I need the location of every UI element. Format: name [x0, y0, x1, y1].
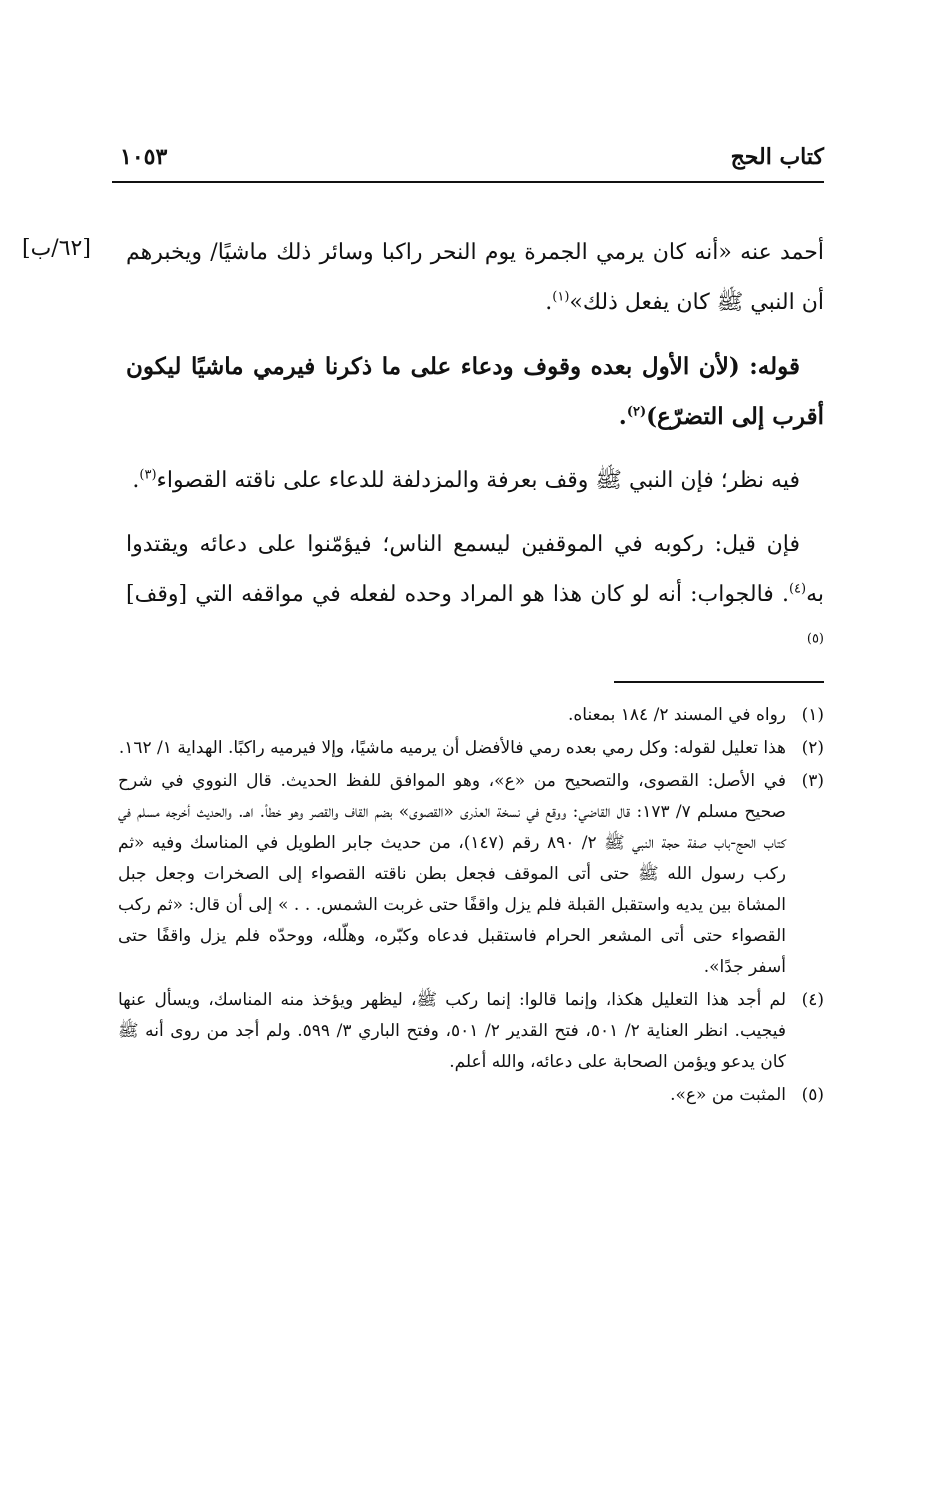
page-number: ١٠٥٣ — [120, 144, 168, 170]
footnote-4 — [118, 985, 824, 1078]
paragraph-3 — [126, 456, 824, 506]
footnote-number: (٥) — [801, 1085, 824, 1105]
paragraph-3-tail: . — [132, 468, 140, 493]
footnote-1 — [118, 700, 824, 731]
footnote-number: (٢) — [801, 738, 824, 758]
footnote-number: (١) — [801, 705, 824, 725]
paragraph-4 — [126, 520, 824, 670]
footnote-text: لم أجد هذا التعليل هكذا، وإنما قالوا: إنما ركب ﷺ، ليظهر ويؤخذ منه المناسك، ويسأل عنها فيجيب. انظر العناية ٢/ ٥٠١، فتح القدير ٢/ ٥٠١، وفتح الباري ٣/ ٥٩٩. ولم أجد من روى أنه ﷺ كان يدعو ويؤمن الصحابة على دعائه، والله أعلم. — [118, 990, 787, 1072]
paragraph-2 — [126, 342, 824, 442]
paragraph-1-text: أحمد عنه «أنه كان يرمي الجمرة يوم النحر راكبا وسائر ذلك ماشيًا/ ويخبرهم أن النبي ﷺ كان يفعل ذلك» — [126, 240, 824, 315]
header-rule — [112, 181, 824, 183]
footnote-5 — [118, 1080, 824, 1111]
footnotes — [118, 700, 824, 1113]
paragraph-4-text: فإن قيل: ركوبه في الموقفين ليسمع الناس؛ فيؤمّنوا على دعائه ويقتدوا به — [126, 532, 824, 607]
footnote-ref-3: (٣) — [139, 467, 157, 483]
paragraph-3-text: فيه نظر؛ فإن النبي ﷺ وقف بعرفة والمزدلفة للدعاء على ناقته القصواء — [156, 468, 800, 493]
footnote-number: (٤) — [801, 990, 824, 1010]
paragraph-2-tail: . — [618, 403, 627, 430]
manuscript-folio-ref: [٦٢/ب] — [22, 236, 91, 261]
footnote-text: المثبت من «ع». — [670, 1085, 786, 1105]
footnote-ref-5: (٥) — [806, 631, 824, 647]
paragraph-4-mid: . فالجواب: أنه لو كان هذا هو المراد وحده لفعله في مواقفه التي [وقف] — [126, 582, 789, 607]
footnote-separator — [614, 681, 824, 683]
footnote-ref-1: (١) — [552, 289, 570, 305]
footnote-text: هذا تعليل لقوله: وكل رمي بعده رمي فالأفضل أن يرميه ماشيًا، وإلا فيرميه راكبًا. الهداية ١/ ١٦٢. — [118, 738, 786, 758]
footnote-text: في الأصل: القصوى، والتصحيح من «ع»، وهو الموافق للفظ الحديث. قال النووي في شرح صحيح مسلم ٧/ ١٧٣: قال القاضي: ووقع في نسخة العذرى «القصوى» بضم القاف والقصر وهو خطأ. اهـ. والحديث أخرجه مسلم في كتاب الحج-باب صفة حجة النبي ﷺ ٢/ ٨٩٠ رقم (١٤٧)، من حديث جابر الطويل في المناسك وفيه «ثم ركب رسول الله ﷺ حتى أتى الموقف فجعل بطن ناقته القصواء إلى الصخرات وجعل جبل المشاة بين يديه واستقبل القبلة فلم يزل واقفًا حتى غربت الشمس. . . » إلى أن قال: «ثم ركب القصواء حتى أتى المشعر الحرام فاستقبل فدعاه وكبّره، وهلّله، ووحدّه فلم يزل واقفًا حتى أسفر جدًا». — [118, 771, 787, 977]
paragraph-1-tail: . — [545, 290, 553, 315]
footnote-number: (٣) — [801, 771, 824, 791]
paragraph-1 — [126, 228, 824, 328]
footnote-3 — [118, 766, 824, 983]
footnote-ref-2: (٢) — [626, 404, 647, 420]
paragraph-2-text: قوله: (لأن الأول بعده وقوف ودعاء على ما ذكرنا فيرمي ماشيًا ليكون أقرب إلى التضرّع) — [126, 353, 824, 430]
chapter-title: كتاب الحج — [730, 144, 824, 170]
footnote-ref-4: (٤) — [788, 581, 807, 597]
footnote-2 — [118, 733, 824, 764]
footnote-text: رواه في المسند ٢/ ١٨٤ بمعناه. — [568, 705, 786, 725]
main-body — [126, 228, 824, 684]
page-header — [112, 138, 824, 182]
